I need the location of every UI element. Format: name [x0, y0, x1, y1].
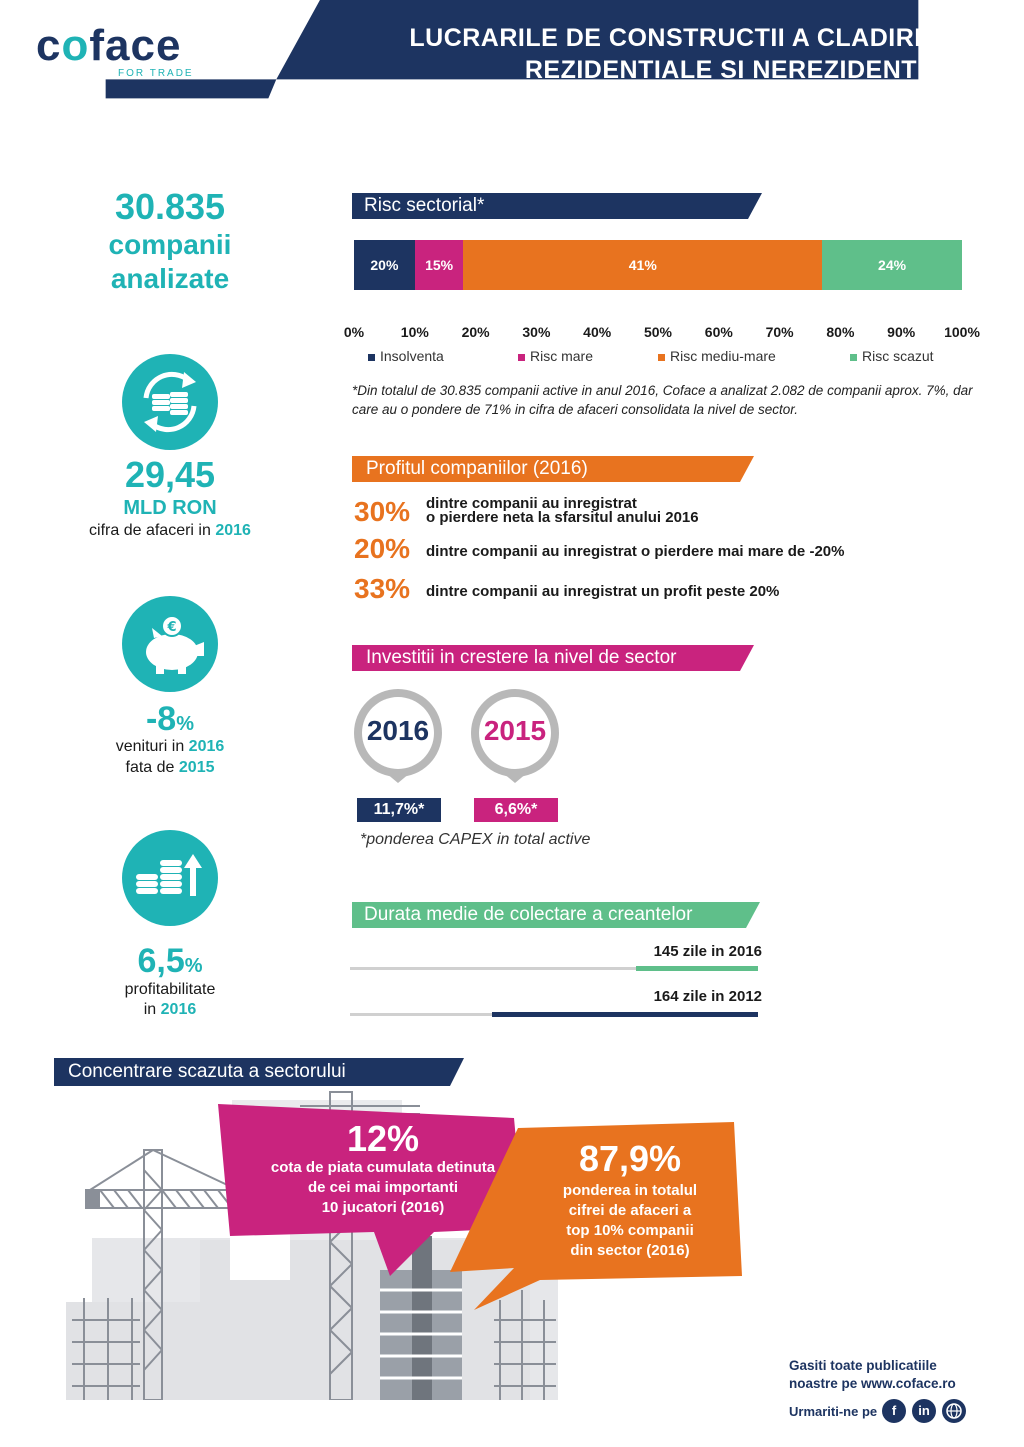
x-tick-label: 10%	[400, 324, 429, 340]
risk-footnote: *Din totalul de 30.835 companii active in anul 2016, Coface a analizat 2.082 de companii aprox. 7%, dar care au o pondere de 71% in cifra de afaceri consolidata la nivel de sector.	[352, 383, 973, 417]
risk-legend	[368, 348, 968, 368]
companies-label-line2: analizate	[110, 263, 230, 294]
profit-row-1-line2: o pierdere neta la sfarsitul anului 2016	[426, 509, 699, 526]
x-tick-label: 30%	[522, 324, 551, 340]
capex-footnote: *ponderea CAPEX in total active	[360, 831, 591, 848]
profit-row-3-text: dintre companii au inregistrat un profit peste 20%	[426, 583, 780, 600]
date-label: Iunie 2018	[34, 102, 112, 119]
turnover-unit: MLD RON	[123, 497, 217, 519]
x-tick-label: 20%	[461, 324, 490, 340]
risk-x-axis	[340, 324, 980, 342]
invest-value-2016: 11,7%*	[357, 798, 441, 822]
footer-publications-line2[interactable]: noastre pe www.coface.ro	[789, 1376, 956, 1391]
profitability-year: 2016	[160, 1001, 197, 1018]
concentration-section-title: Concentrare scazuta a sectorului	[68, 1061, 346, 1082]
profitability-num: 6,5	[137, 942, 185, 980]
turnover-share-value: 87,9%	[578, 1138, 682, 1179]
turnover-year: 2016	[215, 522, 251, 539]
turnover-description	[60, 522, 280, 540]
companies-label-line1: companii	[108, 229, 232, 260]
x-tick-label: 80%	[826, 324, 855, 340]
logo-tagline: FOR TRADE	[118, 68, 194, 79]
legend-label: Risc mare	[530, 348, 594, 364]
x-tick-label: 50%	[643, 324, 673, 340]
svg-text:€: €	[167, 620, 177, 635]
revenue-change-pct: %	[176, 713, 195, 735]
legend-item	[518, 348, 593, 364]
turnover-share-desc-4: din sector (2016)	[570, 1242, 690, 1259]
turnover-share-desc-2: cifrei de afaceri a	[568, 1202, 692, 1219]
x-tick-label: 100%	[944, 324, 980, 340]
profitability-value	[60, 942, 280, 981]
market-share-desc-3: 10 jucatori (2016)	[321, 1199, 445, 1216]
turnover-value: 29,45	[124, 454, 216, 495]
risk-section-title: Risc sectorial*	[364, 195, 485, 216]
collection-2012-bar	[492, 1012, 758, 1017]
x-tick-label: 0%	[343, 324, 365, 340]
profit-row-1-line1: dintre companii au inregistrat	[426, 495, 637, 512]
coins-arrow-up-icon	[122, 830, 218, 926]
turnover-desc-text: cifra de afaceri in	[89, 522, 211, 539]
legend-label: Risc scazut	[862, 348, 934, 364]
profit-row-2-pct: 20%	[354, 533, 411, 564]
collection-section-title: Durata medie de colectare a creantelor	[364, 904, 693, 925]
footer-publications-line1: Gasiti toate publicatiile	[789, 1358, 937, 1373]
collection-2016-label: 145 zile in 2016	[653, 943, 762, 960]
revenue-year1: 2016	[188, 738, 225, 755]
collection-2012-label: 164 zile in 2012	[653, 988, 762, 1005]
risk-segment-risc-mediu-mare: 41%	[463, 240, 822, 290]
globe-icon[interactable]	[942, 1399, 966, 1423]
page-title-line2: REZIDENTIALE SI NEREZIDENTIALE	[524, 56, 976, 84]
profitability-in: in	[143, 1001, 157, 1018]
coins-cycle-icon	[122, 354, 218, 450]
market-share-desc-1: cota de piata cumulata detinuta	[270, 1159, 496, 1176]
coface-logo[interactable]: coface	[36, 21, 182, 70]
x-tick-label: 60%	[704, 324, 733, 340]
risk-segment-risc-scazut: 24%	[822, 240, 962, 290]
legend-item	[368, 348, 444, 364]
page-title-line1: LUCRARILE DE CONSTRUCTII A CLADIRILOR	[409, 24, 976, 52]
risk-segment-insolventa: 20%	[354, 240, 415, 290]
revenue-desc-line2	[60, 759, 280, 777]
profitability-pct: %	[184, 955, 203, 977]
x-tick-label: 40%	[583, 324, 612, 340]
invest-section-title: Investitii in crestere la nivel de sector	[366, 647, 677, 668]
legend-swatch	[518, 354, 525, 361]
linkedin-icon[interactable]: in	[912, 1399, 936, 1423]
follow-us-label: Urmariti-ne pe	[789, 1404, 878, 1419]
profitability-year-line	[60, 1001, 280, 1019]
revenue-desc-line1	[60, 738, 280, 756]
invest-year-2015: 2015	[483, 715, 547, 746]
revenue-change-value: -8	[145, 700, 177, 738]
revenue-year2: 2015	[178, 759, 215, 776]
companies-label	[60, 228, 280, 296]
profit-row-1-pct: 30%	[354, 496, 411, 527]
revenue-desc-text2: fata de	[125, 759, 175, 776]
legend-label: Insolventa	[380, 348, 444, 364]
market-share-desc-2: de cei mai importanti	[307, 1179, 459, 1196]
x-tick-label: 70%	[765, 324, 794, 340]
profit-section-title: Profitul companiilor (2016)	[366, 458, 588, 479]
turnover-share-desc-1: ponderea in totalul	[562, 1182, 698, 1199]
legend-label: Risc mediu-mare	[670, 348, 776, 364]
turnover-share-desc	[520, 1181, 740, 1261]
invest-value-2015: 6,6%*	[474, 798, 558, 822]
companies-count: 30.835	[114, 186, 226, 227]
risk-segment-risc-mare: 15%	[415, 240, 464, 290]
turnover-share-desc-3: top 10% companii	[566, 1222, 694, 1239]
legend-item	[850, 348, 934, 364]
revenue-desc-text1: venituri in	[115, 738, 185, 755]
legend-item	[658, 348, 776, 364]
collection-2016-bar	[636, 966, 758, 971]
profit-row-3-pct: 33%	[354, 573, 411, 604]
market-share-value: 12%	[346, 1118, 420, 1159]
legend-swatch	[850, 354, 857, 361]
profitability-desc: profitabilitate	[124, 981, 216, 998]
profit-row-2-text: dintre companii au inregistrat o pierdere mai mare de -20%	[426, 543, 845, 560]
x-tick-label: 90%	[887, 324, 916, 340]
risk-stacked-bar	[354, 240, 962, 290]
piggy-bank-euro-icon	[122, 596, 218, 692]
revenue-change	[60, 700, 280, 739]
facebook-icon[interactable]: f	[882, 1399, 906, 1423]
invest-year-2016: 2016	[366, 715, 430, 746]
legend-swatch	[658, 354, 665, 361]
legend-swatch	[368, 354, 375, 361]
